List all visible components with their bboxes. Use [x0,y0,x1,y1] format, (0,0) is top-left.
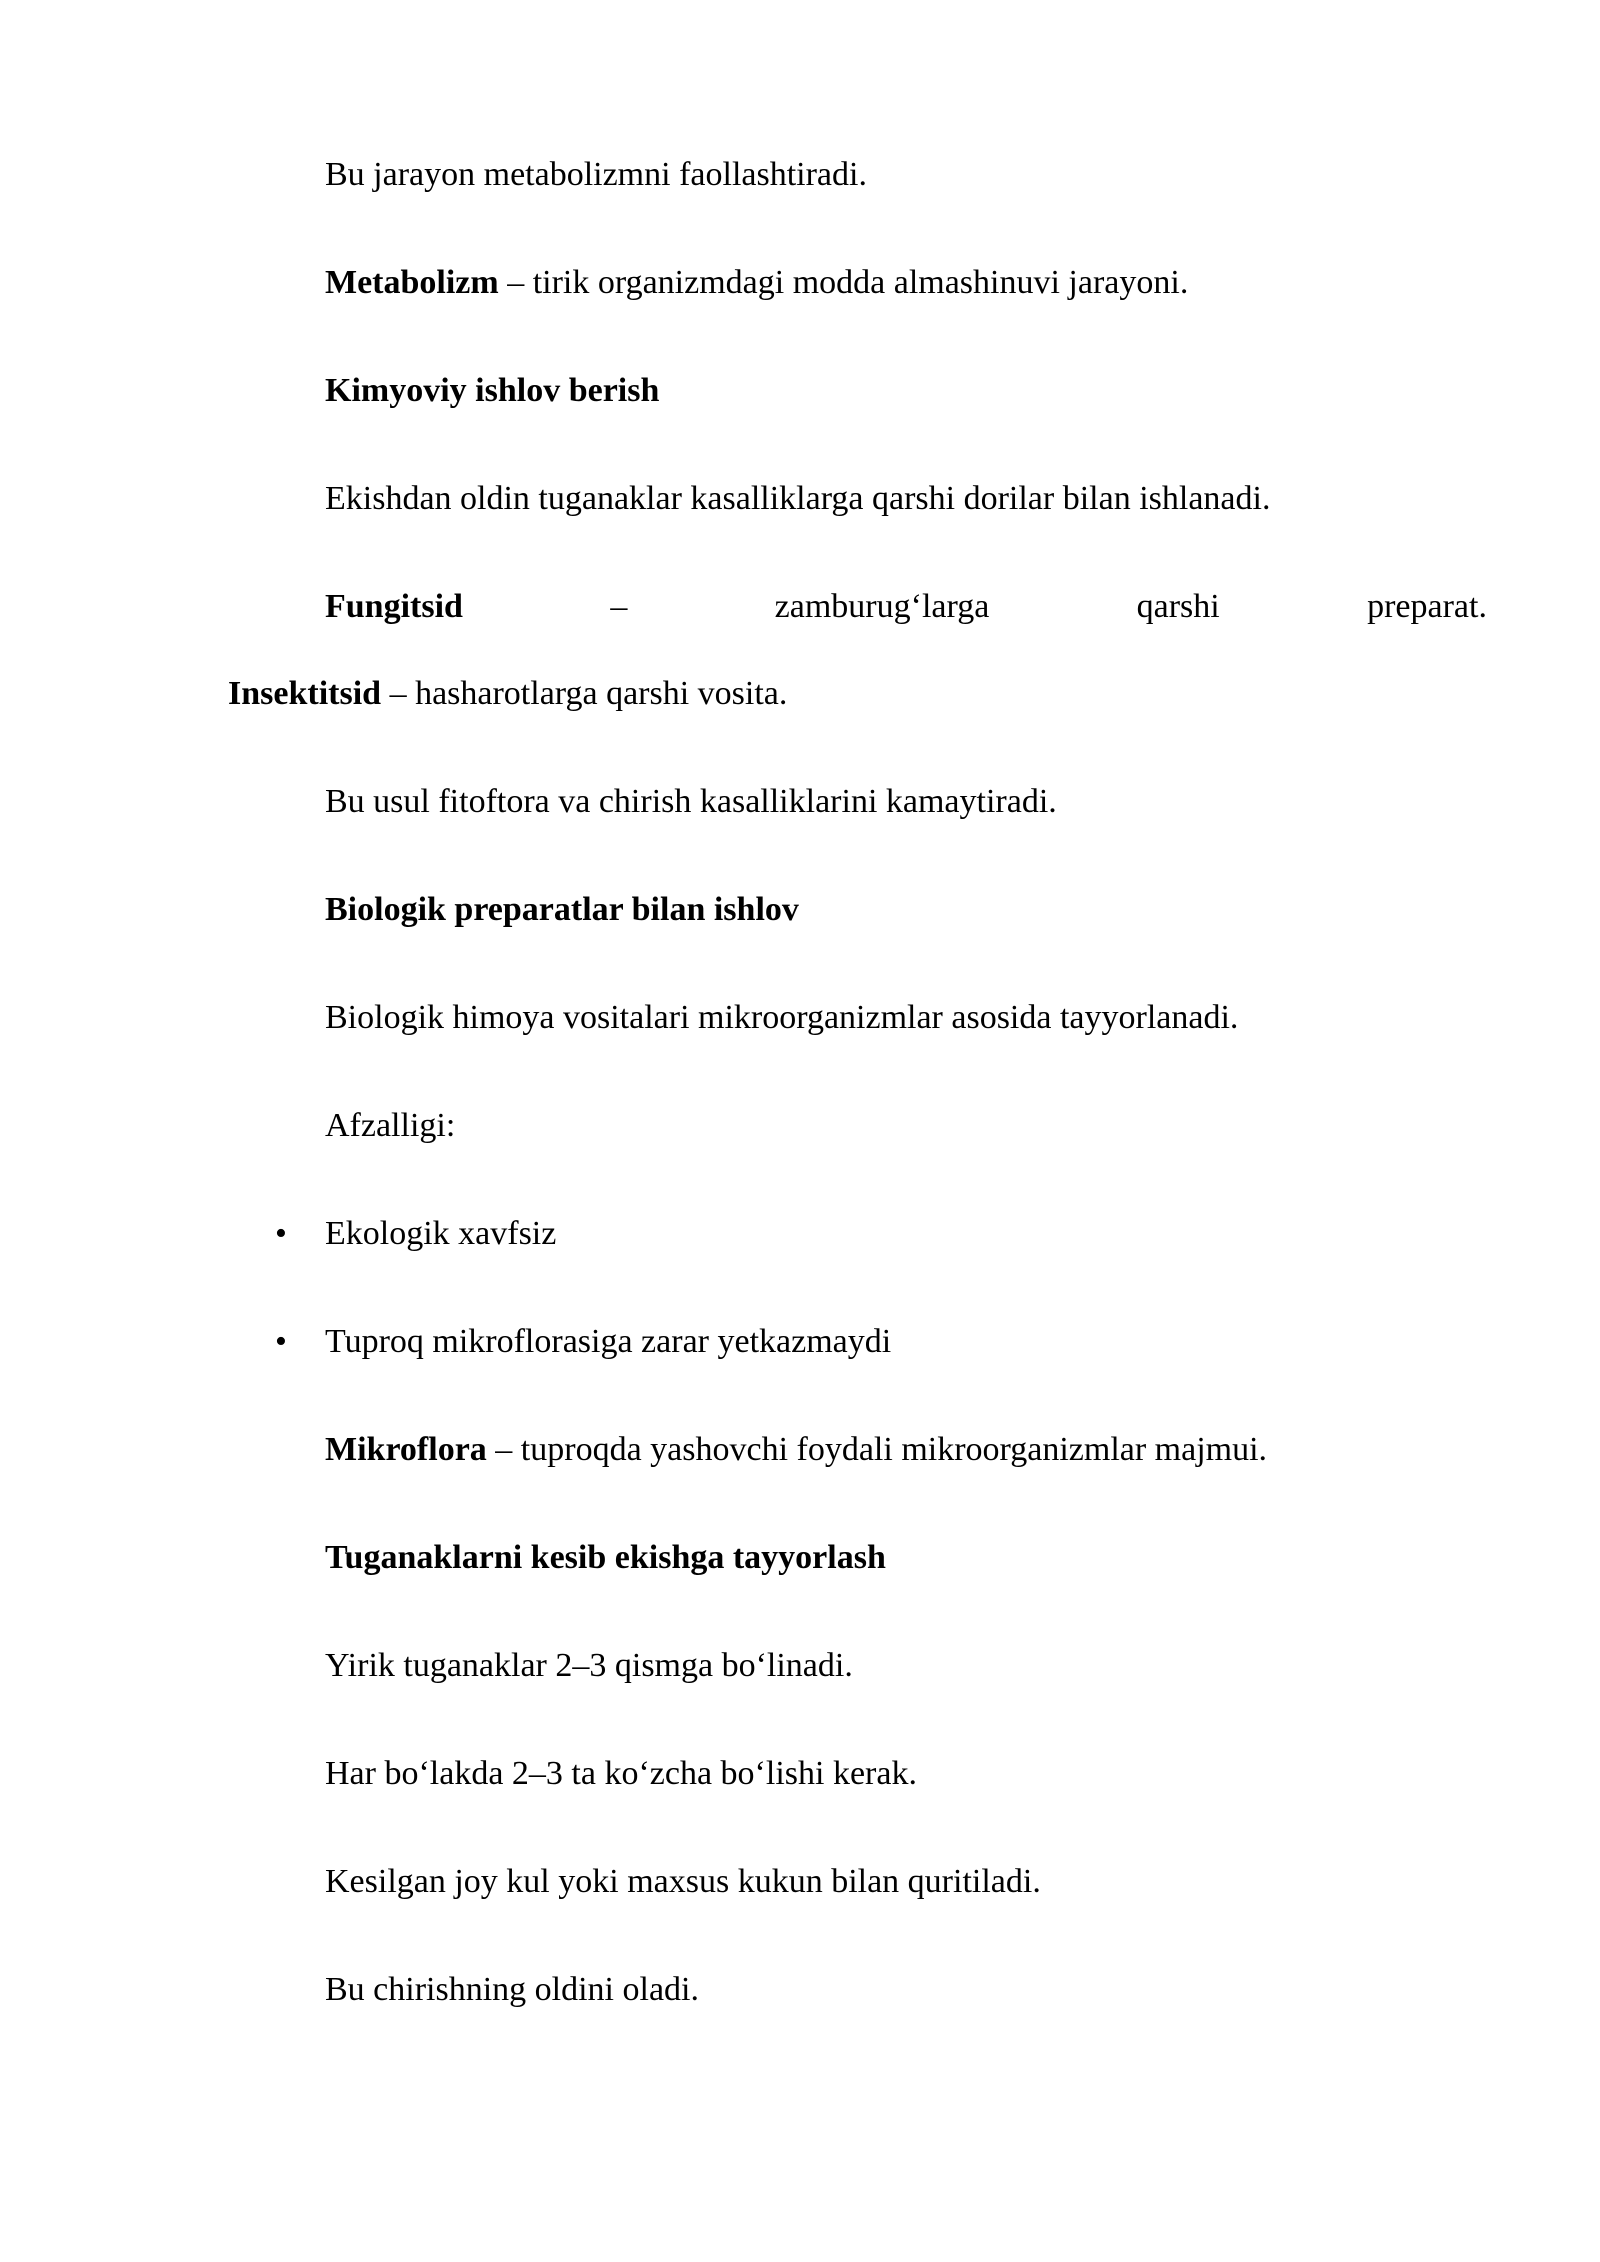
definition-metabolism [325,263,1188,303]
paragraph-advantages-label: Afzalligi: [325,1107,456,1144]
term-fungicide: Fungitsid [325,588,463,625]
definition-microflora [325,1430,1267,1470]
definition-text: – hasharotlarga qarshi vosita. [381,675,788,712]
bullet-dot: • [275,1323,287,1360]
term-microflora: Mikroflora [325,1431,487,1468]
heading-text: Kimyoviy ishlov berish [325,372,660,409]
paragraph-metabolism-activation: Bu jarayon metabolizmni faollashtiradi. [325,156,867,193]
list-item: Tuproq mikroflorasiga zarar yetkazmaydi [325,1323,892,1360]
list-item: Ekologik xavfsiz [325,1215,557,1252]
term-metabolism: Metabolizm [325,264,499,301]
dash: – [610,588,628,625]
paragraph-pre-planting-treatment: Ekishdan oldin tuganaklar kasalliklarga qarshi dorilar bilan ishlanadi. [325,480,1271,517]
heading-text: Tuganaklarni kesib ekishga tayyorlash [325,1539,886,1576]
definition-fungicide-line [325,587,1487,627]
heading-text: Biologik preparatlar bilan ishlov [325,891,799,928]
word: zamburug‘larga [774,588,990,625]
paragraph-prevents-rot: Bu chirishning oldini oladi. [325,1971,699,2008]
paragraph-biological-protection: Biologik himoya vositalari mikroorganizmlar asosida tayyorlanadi. [325,999,1239,1036]
heading-tuber-cutting [325,1538,886,1578]
paragraph-disease-reduction: Bu usul fitoftora va chirish kasalliklarini kamaytiradi. [325,783,1057,820]
word: preparat. [1367,588,1487,625]
paragraph-drying-cut: Kesilgan joy kul yoki maxsus kukun bilan quritiladi. [325,1863,1041,1900]
definition-text: – tuproqda yashovchi foydali mikroorganizmlar majmui. [486,1431,1268,1468]
bullet-dot: • [275,1215,287,1252]
definition-text: – tirik organizmdagi modda almashinuvi jarayoni. [498,264,1189,301]
heading-chemical-treatment [325,371,659,411]
word: qarshi [1136,588,1220,625]
term-insecticide: Insektitsid [228,675,382,712]
paragraph-eyes-per-piece: Har bo‘lakda 2–3 ta ko‘zcha bo‘lishi kerak. [325,1755,917,1792]
definition-insecticide [228,674,787,714]
heading-biological-treatment [325,890,799,930]
paragraph-large-tubers: Yirik tuganaklar 2–3 qismga bo‘linadi. [325,1647,853,1684]
